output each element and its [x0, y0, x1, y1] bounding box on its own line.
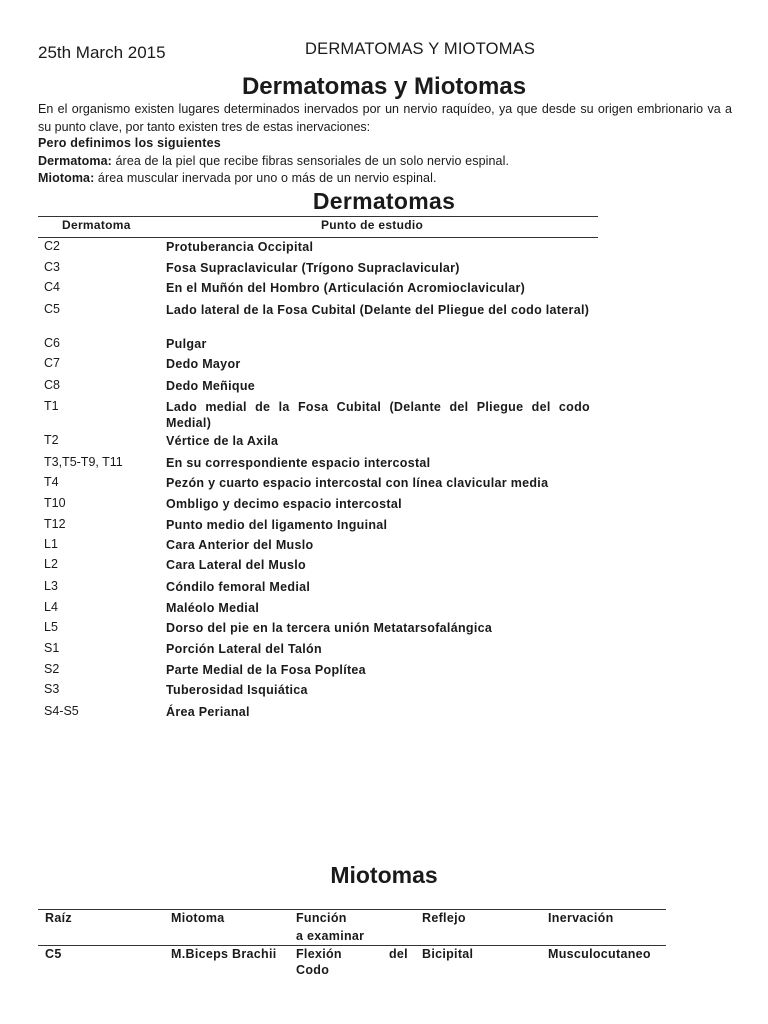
row-desc: Cóndilo femoral Medial [166, 580, 311, 594]
cell-miotoma: M.Biceps Brachii [171, 947, 277, 961]
row-desc: Área Perianal [166, 705, 250, 719]
row-desc: Maléolo Medial [166, 601, 260, 615]
row-desc: En su correspondiente espacio intercostal [166, 456, 431, 470]
row-code: L2 [44, 557, 58, 571]
row-code: T4 [44, 475, 59, 489]
dermatomas-heading: Dermatomas [312, 188, 456, 214]
intro-paragraph: En el organismo existen lugares determinados inervados por un nervio raquídeo, ya que desde su origen embrionario va a su punto clave, por tanto existen tres de estas inervaciones: [38, 102, 732, 134]
row-desc: Porción Lateral del Talón [166, 642, 322, 656]
cell-funcion-line2: Codo [296, 963, 330, 977]
row-desc: Pezón y cuarto espacio intercostal con línea clavicular media [166, 476, 549, 490]
row-desc: Lado medial de la Fosa Cubital (Delante del Pliegue del codo Medial) [166, 400, 590, 430]
row-code: C6 [44, 336, 60, 350]
document-date: 25th March 2015 [38, 43, 166, 62]
row-code: T2 [44, 433, 59, 447]
cell-reflejo: Bicipital [422, 947, 474, 961]
row-desc: Pulgar [166, 337, 207, 351]
main-heading: Dermatomas y Miotomas [241, 73, 527, 100]
row-desc: Vértice de la Axila [166, 434, 279, 448]
definition-miotoma [38, 171, 437, 185]
row-desc: Cara Lateral del Muslo [166, 558, 306, 572]
row-code: S3 [44, 682, 60, 696]
column-header-funcion: Función [296, 911, 347, 925]
definition-text: área de la piel que recibe fibras sensoriales de un solo nervio espinal. [111, 154, 510, 168]
row-desc: Dorso del pie en la tercera unión Metatarsofalángica [166, 621, 493, 635]
row-desc: Parte Medial de la Fosa Poplítea [166, 663, 366, 677]
table-top-rule [38, 216, 598, 217]
row-code: C8 [44, 378, 60, 392]
row-desc: Tuberosidad Isquiática [166, 683, 308, 697]
row-desc: En el Muñón del Hombro (Articulación Acromioclavicular) [166, 281, 526, 295]
row-code: C7 [44, 356, 60, 370]
definition-text: área muscular inervada por uno o más de un nervio espinal. [94, 171, 437, 185]
table-header-rule [38, 237, 598, 238]
subheading-line: Pero definimos los siguientes [38, 136, 221, 150]
cell-inervacion: Musculocutaneo [548, 947, 651, 961]
row-code: C4 [44, 280, 60, 294]
column-header-funcion-line2: a examinar [296, 929, 365, 943]
row-desc: Protuberancia Occipital [166, 240, 314, 254]
column-header-dermatoma: Dermatoma [62, 218, 131, 232]
row-code: C3 [44, 260, 60, 274]
row-code: T3,T5-T9, T11 [44, 455, 123, 469]
column-header-raiz: Raíz [45, 911, 72, 925]
column-header-punto: Punto de estudio [321, 218, 424, 232]
row-code: S2 [44, 662, 60, 676]
row-code: S1 [44, 641, 60, 655]
column-header-miotoma: Miotoma [171, 911, 225, 925]
column-header-reflejo: Reflejo [422, 911, 466, 925]
row-code: S4-S5 [44, 704, 79, 718]
definition-term: Miotoma: [38, 171, 95, 185]
row-code: T1 [44, 399, 59, 413]
row-code: T10 [44, 496, 66, 510]
row-desc: Punto medio del ligamento Inguinal [166, 518, 388, 532]
column-header-inervacion: Inervación [548, 911, 614, 925]
row-code: L5 [44, 620, 58, 634]
row-desc: Fosa Supraclavicular (Trígono Supraclavicular) [166, 261, 460, 275]
row-code: C5 [44, 302, 60, 316]
row-code: L4 [44, 600, 58, 614]
definition-dermatoma [38, 154, 509, 168]
row-desc: Cara Anterior del Muslo [166, 538, 314, 552]
document-title: DERMATOMAS Y MIOTOMAS [305, 40, 536, 58]
row-code: C2 [44, 239, 60, 253]
cell-funcion-del: del [389, 947, 408, 961]
row-code: L3 [44, 579, 58, 593]
row-code: T12 [44, 517, 66, 531]
row-desc: Ombligo y decimo espacio intercostal [166, 497, 402, 511]
row-desc: Dedo Mayor [166, 357, 241, 371]
cell-raiz: C5 [45, 947, 62, 961]
miotomas-heading: Miotomas [330, 862, 438, 888]
cell-funcion: Flexión [296, 947, 342, 961]
row-desc: Dedo Meñique [166, 379, 256, 393]
row-code: L1 [44, 537, 58, 551]
definition-term: Dermatoma: [38, 154, 112, 168]
row-desc: Lado lateral de la Fosa Cubital (Delante del Pliegue del codo lateral) [166, 303, 590, 317]
